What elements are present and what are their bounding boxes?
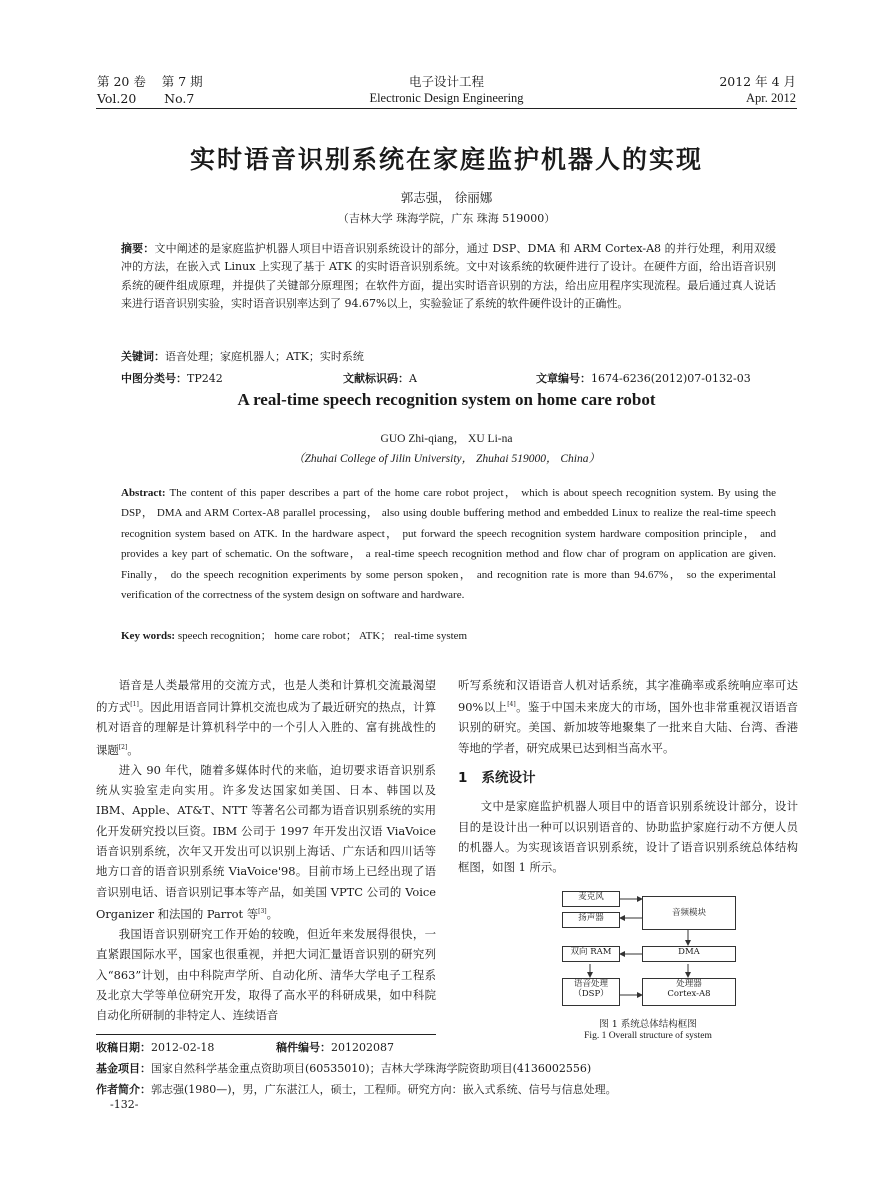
affiliation-en: （Zhuhai College of Jilin University， Zhuhai 519000， China） [293,453,600,465]
funding [96,1060,591,1076]
keywords-en [121,627,467,643]
dma-block: DMA [642,946,736,962]
body-text: 。 [127,742,139,757]
authors-cn: 郭志强， 徐丽娜 [400,190,493,205]
cpu-label-1: 处理器 [676,979,702,989]
header-date-en: Apr. 2012 [746,91,796,105]
funding-label: 基金项目： [96,1062,151,1075]
header-volume [97,73,203,107]
citation: [2] [118,743,128,751]
keywords-en-label: Key words: [121,630,176,642]
audio-module-block: 音频模块 [642,896,736,930]
citation: [3] [258,907,267,915]
abstract-en-label: Abstract: [121,487,166,499]
body-text: 。因此用语音同计算机交流也成为了最近研究的热点，计算机对语音的理解是计算机科学中的一个引人入胜的、富有挑战性的课题 [96,700,436,757]
funding-value: 国家自然科学基金重点资助项目(60535010)；吉林大学珠海学院资助项目(4136002556) [151,1062,592,1075]
doc-code-label: 文献标识码： [343,372,409,385]
abstract-en [121,483,776,605]
author-bio-label: 作者简介： [96,1083,151,1096]
abstract-cn-text: 文中阐述的是家庭监护机器人项目中语音识别系统设计的部分，通过 DSP、DMA 和 ARM Cortex-A8 的并行处理，利用双缓冲的方法，在嵌入式 Linux 上实现了基于 ATK 的实时语音识别系统。文中对该系统的软硬件进行了设计。在硬件方面，给出语音识别系统的硬件组成原理，并提供了关键部分原理图；在软件方面，提出实时语音识别的方法，给出应用程序实现流程。最后通过真人说话来进行语音识别实验，实时语音识别率达到了 94.67%以上，实验验证了系统的软件硬件设计的正确性。 [121,242,777,310]
citation: [4] [507,701,516,709]
header-journal-cn: 电子设计工程 [408,74,484,89]
abstract-en-text: The content of this paper describes a part of the home care robot project， which is about speech recognition system. By using the DSP， DMA and ARM Cortex-A8 parallel processing， also using double buffering method and embedded Linux to realize the real-time speech recognition system based on ATK. In the hardware aspect， put forward the speech recognition system hardware composition principle， and provides a key part of schematic. On the software， a real-time speech recognition method and flow char of program on application are given. Finally， do the speech recognition experiments by some person spoken， and recognition rate is more than 94.67%， so the experimental verification of the correctness of the system design on software and hardware. [121,487,776,602]
dsp-label-2: （DSP） [573,989,609,1000]
body-paragraph [96,760,436,924]
dsp-block [562,978,620,1006]
authors-en: GUO Zhi-qiang， XU Li-na [380,433,513,445]
paper-title-en: A real-time speech recognition system on home care robot [237,390,656,409]
section-number: 1 [458,769,468,786]
keywords-en-text: speech recognition； home care robot； ATK； real-time system [175,630,468,642]
figure-caption-cn: 图 1 系统总体结构框图 [599,1019,697,1030]
header-journal-en: Electronic Design Engineering [369,91,524,105]
figure-caption-en: Fig. 1 Overall structure of system [584,1031,712,1041]
body-left-column [96,675,436,1025]
abstract-cn [121,240,776,313]
clc-label: 中图分类号： [121,372,187,385]
cpu-block [642,978,736,1006]
body-paragraph: 文中是家庭监护机器人项目中的语音识别系统设计部分，设计目的是设计出一种可以识别语音的、协助监护家庭行动不方便人员的机器人。为实现该语音识别系统，设计了语音识别系统总体结构框图，如图 1 所示。 [458,799,798,875]
affiliation-cn: （吉林大学 珠海学院，广东 珠海 519000） [337,212,556,225]
body-paragraph: 我国语音识别研究工作开始的较晚，但近年来发展得很快，一直紧跟国际水平，国家也很重视，并把大词汇量语音识别的研究列入“863”计划，由中科院声学所、自动化所、清华大学电子工程系及北京大学等单位研究开发，取得了高水平的科研成果，如中科院自动化所研制的非特定人、连续语音 [96,926,436,1023]
header-issue-en: No.7 [164,91,195,106]
header-vol-en: Vol.20 [97,91,137,106]
paper-title-cn: 实时语音识别系统在家庭监护机器人的实现 [189,145,703,174]
keywords-cn [121,348,364,364]
doc-code-value: A [409,372,417,385]
header-rule [96,108,797,109]
body-text: 。 [266,906,279,921]
dual-ram-block: 双向 RAM [562,946,620,962]
header-issue-cn: 第 7 期 [161,74,203,89]
body-paragraph [458,675,798,758]
section-title: 系统设计 [481,769,536,786]
article-number-label: 文章编号： [536,372,591,385]
body-text: 进入 90 年代，随着多媒体时代的来临，迫切要求语音识别系统从实验室走向实用。许多发达国家如美国、日本、韩国以及 IBM、Apple、AT&T、NTT 等著名公司都为语音识别系统的实用化开发研究投以巨资。IBM 公司于 1997 年开发出汉语 ViaVoice 语音识别系统，次年又开发出可以识别上海话、广东话和四川话等地方口音的语音识别系统 ViaVoice'98。目前市场上已经出现了语音识别电话、语音识别记事本等产品，如美国 VPTC 公司的 Voice Organizer 和法国的 Parrot 等 [96,762,436,921]
page-number: -132- [110,1098,139,1111]
clc-value: TP242 [187,372,223,385]
figure-1-diagram [560,888,740,1008]
citation: [1] [130,701,139,709]
clc-number [121,370,223,386]
body-text: 。鉴于中国未来庞大的市场，国外也非常重视汉语语音识别的研究。美国、新加坡等地聚集了一批来自大陆、台湾、香港等地的学者，研究成果已达到相当高水平。 [458,700,798,755]
article-number-value: 1674-6236(2012)07-0132-03 [591,372,751,385]
author-bio-value: 郭志强(1980—)，男，广东湛江人，硕士，工程师。研究方向：嵌入式系统、信号与信息处理。 [151,1083,617,1096]
header-date [719,73,796,107]
author-bio [96,1081,617,1097]
header-journal [300,73,593,107]
abstract-cn-label: 摘要： [121,242,155,255]
mic-block: 麦克风 [562,891,620,907]
section-heading [458,768,798,788]
body-text: 语音是人类最常用的交流方式，也是人类和计算机交流最渴望的方式 [96,678,436,715]
body-paragraph [96,675,436,760]
received-label: 收稿日期： [96,1041,151,1054]
keywords-cn-label: 关键词： [121,350,165,363]
header-vol-cn: 第 20 卷 [97,74,146,89]
cpu-label-2: Cortex-A8 [667,989,711,1000]
manuscript-value: 201202087 [331,1041,394,1054]
keywords-cn-text: 语音处理；家庭机器人；ATK；实时系统 [165,350,364,363]
received-value: 2012-02-18 [151,1041,215,1054]
received-date [96,1039,214,1055]
doc-code [343,370,417,386]
header-date-cn: 2012 年 4 月 [719,74,796,89]
manuscript-label: 稿件编号： [276,1041,331,1054]
dsp-label-1: 语音处理 [573,979,608,989]
manuscript-number [276,1039,394,1055]
body-right-column [458,675,798,877]
footnote-rule [96,1034,436,1035]
speaker-block: 扬声器 [562,912,620,928]
body-text: 听写系统和汉语语音人机对话系统，其字准确率或系统响应率可达 90%以上 [458,678,798,715]
article-number [536,370,751,386]
